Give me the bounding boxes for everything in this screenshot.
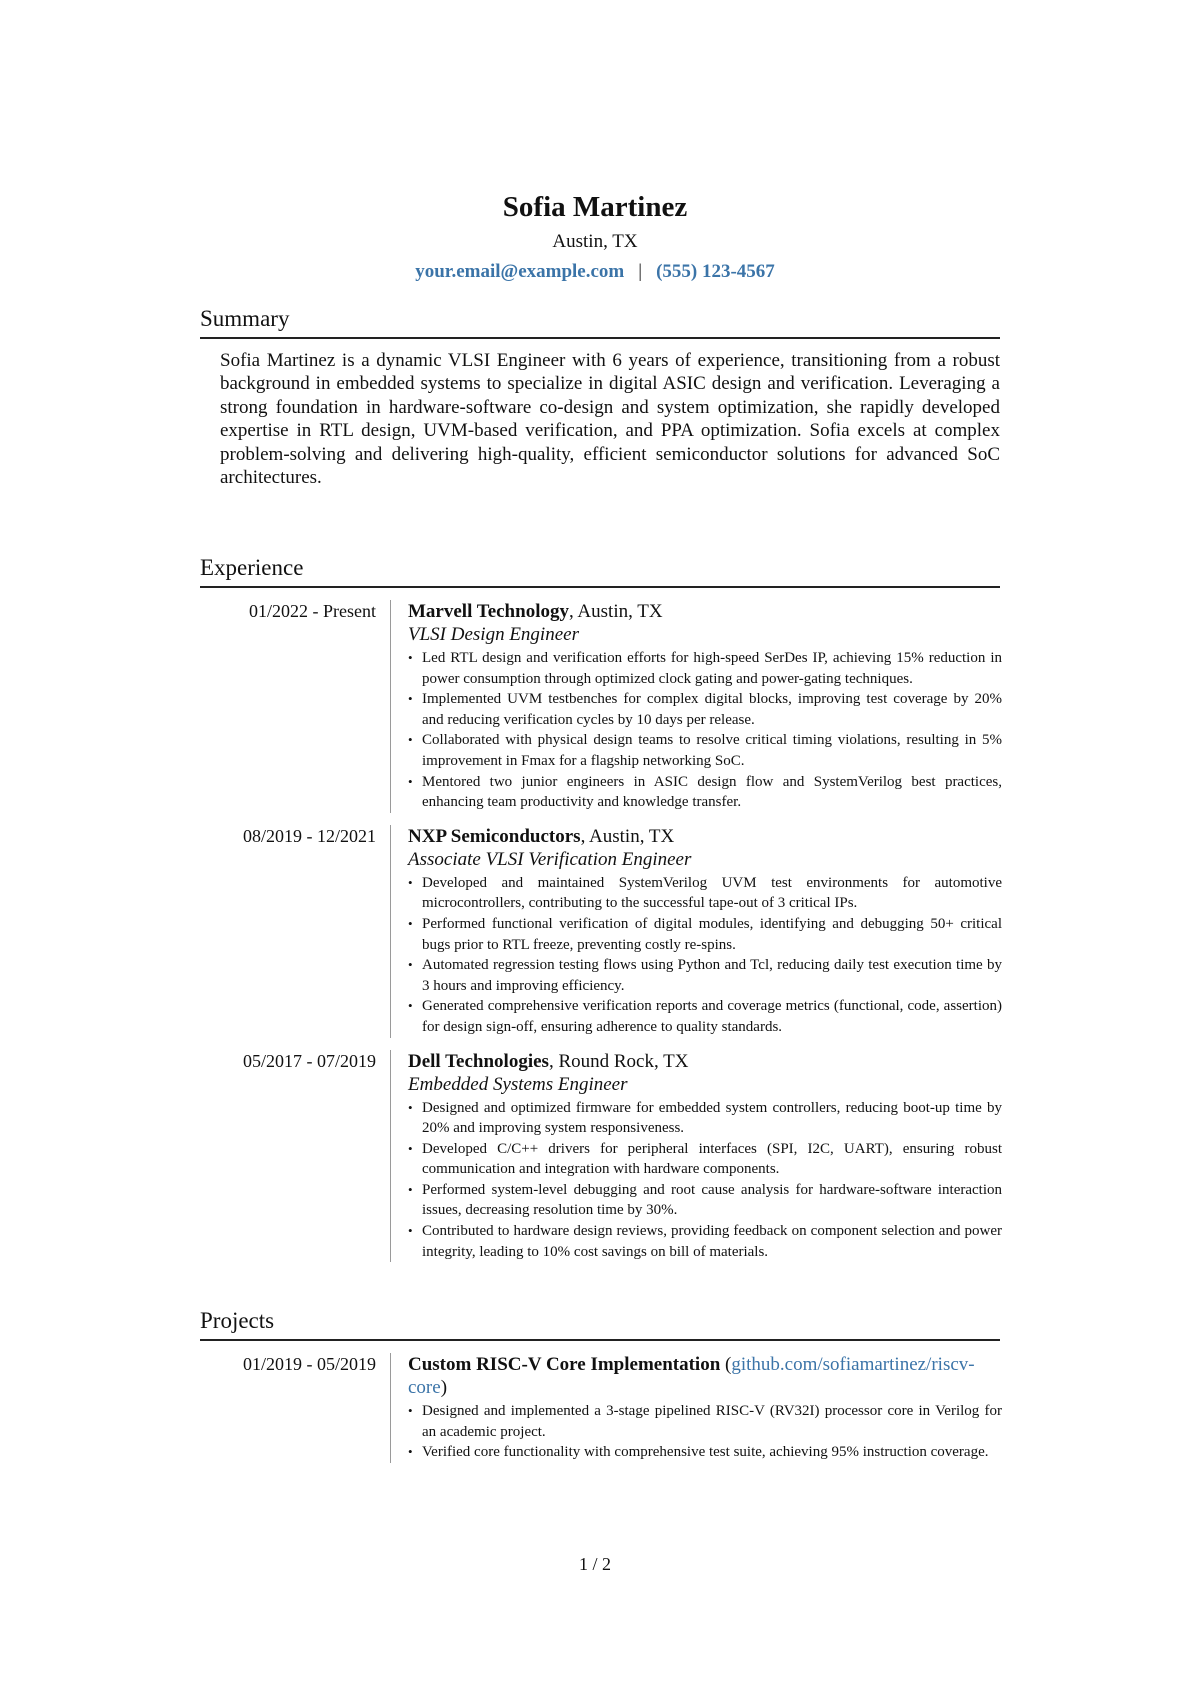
- project-heading: [408, 1353, 1002, 1399]
- bullet-item: • Collaborated with physical design teams to resolve critical timing violations, resulting in 5% improvement in Fmax for a flagship networking SoC.: [408, 730, 1002, 771]
- entry-divider: [390, 825, 391, 1038]
- contact-line: [0, 260, 1190, 284]
- section-title-summary: Summary: [200, 305, 1000, 339]
- entry-date: 01/2019 - 05/2019: [243, 1354, 376, 1374]
- job-title: Associate VLSI Verification Engineer: [408, 848, 692, 870]
- entry-body: [408, 600, 1002, 813]
- bullet-list: [408, 873, 1002, 1038]
- contact-separator: |: [638, 261, 643, 282]
- experience-section: [200, 554, 1000, 1262]
- bullet-item: • Generated comprehensive verification reports and coverage metrics (functional, code, assertion) for design sign-off, ensuring adherence to quality standards.: [408, 996, 1002, 1037]
- bullet-item: • Designed and implemented a 3-stage pipelined RISC-V (RV32I) processor core in Verilog for an academic project.: [408, 1401, 1002, 1442]
- entry-divider: [390, 1353, 391, 1463]
- bullet-item: • Contributed to hardware design reviews, providing feedback on component selection and power integrity, leading to 10% cost savings on bill of materials.: [408, 1221, 1002, 1262]
- job-title: Embedded Systems Engineer: [408, 1073, 628, 1095]
- summary-text: Sofia Martinez is a dynamic VLSI Engineer with 6 years of experience, transitioning from a robust background in embedded systems to specialize in digital ASIC design and verification. Leveraging a strong foundation in hardware-software co-design and system optimization, she rapidly developed expertise in RTL design, UVM-based verification, and PPA optimization. Sofia excels at complex problem-solving and delivering high-quality, efficient semiconductor solutions for advanced SoC architectures.: [220, 350, 1000, 489]
- job-title: VLSI Design Engineer: [408, 624, 579, 645]
- bullet-item: • Mentored two junior engineers in ASIC design flow and SystemVerilog best practices, enhancing team productivity and knowledge transfer.: [408, 772, 1002, 813]
- project-entry: [200, 1353, 1000, 1463]
- section-title-experience: Experience: [200, 554, 1000, 588]
- bullet-list: [408, 1098, 1002, 1263]
- company-location: , Austin, TX: [580, 825, 675, 847]
- email-link[interactable]: your.email@example.com: [415, 261, 625, 282]
- projects-section: [200, 1307, 1000, 1463]
- page-number: 1 / 2: [578, 1554, 611, 1574]
- experience-entry: [200, 825, 1000, 1038]
- bullet-item: • Performed system-level debugging and root cause analysis for hardware-software interaction issues, decreasing resolution time by 30%.: [408, 1180, 1002, 1221]
- entry-org: [408, 825, 1002, 848]
- entry-date: 01/2022 - Present: [249, 601, 376, 621]
- entry-org: [408, 600, 1002, 623]
- bullet-item: • Automated regression testing flows using Python and Tcl, reducing daily test execution time by 3 hours and improving efficiency.: [408, 955, 1002, 996]
- entry-date: 08/2019 - 12/2021: [243, 825, 376, 846]
- company-name: Marvell Technology: [408, 601, 569, 622]
- entry-org: [408, 1050, 1002, 1073]
- company-name: NXP Semiconductors: [408, 825, 581, 847]
- entry-divider: [390, 600, 391, 813]
- bullet-item: • Performed functional verification of digital modules, identifying and debugging 50+ critical bugs prior to RTL freeze, preventing costly re-spins.: [408, 914, 1002, 955]
- candidate-location: Austin, TX: [552, 231, 638, 252]
- company-name: Dell Technologies: [408, 1050, 549, 1072]
- bullet-item: • Developed and maintained SystemVerilog UVM test environments for automotive microcontrollers, contributing to the successful tape-out of 3 critical IPs.: [408, 873, 1002, 914]
- bullet-list: [408, 1401, 1002, 1463]
- bullet-item: • Verified core functionality with comprehensive test suite, achieving 95% instruction coverage.: [408, 1442, 1002, 1463]
- bullet-item: • Developed C/C++ drivers for peripheral interfaces (SPI, I2C, UART), ensuring robust communication and integration with hardware components.: [408, 1139, 1002, 1180]
- experience-entry: [200, 1050, 1000, 1263]
- resume-header: [0, 190, 1190, 284]
- company-location: , Austin, TX: [568, 601, 663, 622]
- entry-body: [408, 1050, 1002, 1263]
- phone-link[interactable]: (555) 123-4567: [656, 261, 775, 282]
- project-link[interactable]: github.com/sofiamartinez/riscv-core: [408, 1354, 975, 1398]
- bullet-item: • Implemented UVM testbenches for complex digital blocks, improving test coverage by 20% and reducing verification cycles by 10 days per release.: [408, 689, 1002, 730]
- company-location: , Round Rock, TX: [548, 1050, 689, 1072]
- paren-close: ): [440, 1377, 448, 1398]
- experience-entry: [200, 600, 1000, 813]
- bullet-item: • Led RTL design and verification efforts for high-speed SerDes IP, achieving 15% reduction in power consumption through optimized clock gating and power-gating techniques.: [408, 648, 1002, 689]
- entry-date: 05/2017 - 07/2019: [243, 1050, 376, 1071]
- bullet-item: • Designed and optimized firmware for embedded system controllers, reducing boot-up time by 20% and improving system responsiveness.: [408, 1098, 1002, 1139]
- entry-body: [408, 1353, 1002, 1463]
- entry-body: [408, 825, 1002, 1038]
- project-name: Custom RISC-V Core Implementation: [408, 1354, 721, 1375]
- section-title-projects: Projects: [200, 1307, 1000, 1341]
- candidate-name: Sofia Martinez: [502, 191, 688, 223]
- entry-divider: [390, 1050, 391, 1263]
- bullet-list: [408, 648, 1002, 813]
- paren-open: (: [720, 1354, 732, 1375]
- summary-section: [200, 305, 1000, 489]
